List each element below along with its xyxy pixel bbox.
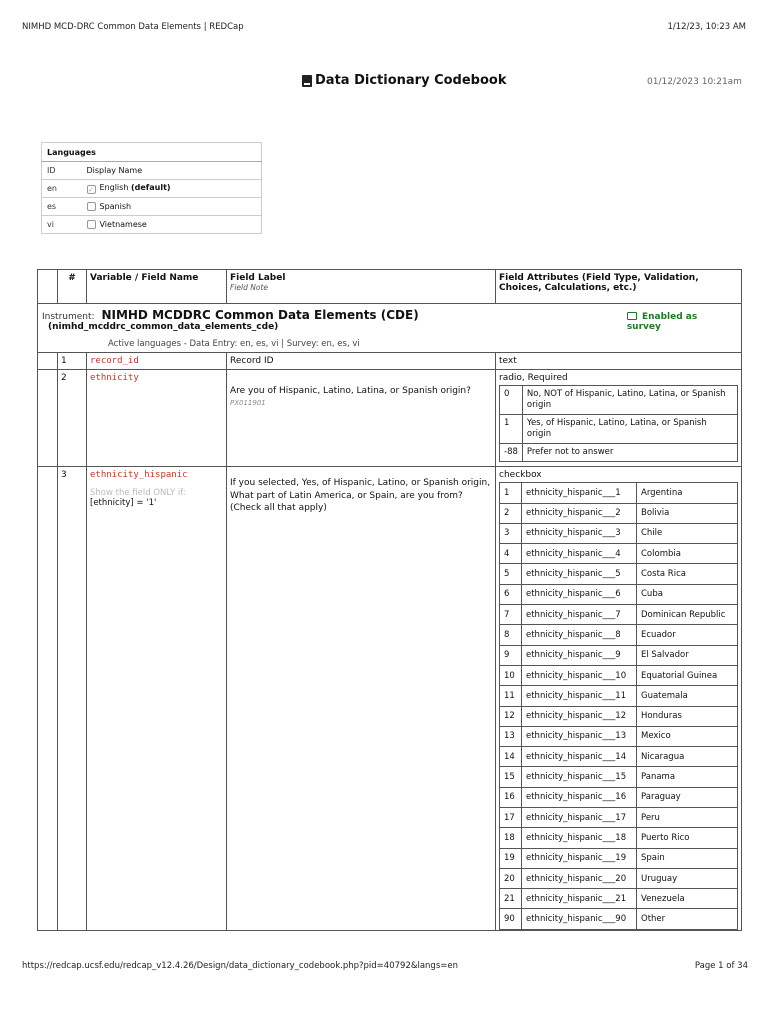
checkbox-code: 3 bbox=[500, 523, 522, 543]
row-spacer bbox=[38, 353, 58, 370]
checkbox-row bbox=[500, 848, 738, 868]
checkbox-variable: ethnicity_hispanic___11 bbox=[522, 686, 637, 706]
checkbox-row bbox=[500, 828, 738, 848]
checkbox-label: Guatemala bbox=[637, 686, 738, 706]
checkbox-row bbox=[500, 564, 738, 584]
checkbox-icon[interactable]: ✓ bbox=[88, 186, 94, 194]
variable-cell bbox=[87, 353, 227, 370]
survey-badge bbox=[627, 312, 729, 332]
choice-value: -88 bbox=[500, 444, 523, 462]
checkbox-variable: ethnicity_hispanic___9 bbox=[522, 645, 637, 665]
checkbox-label: Chile bbox=[637, 523, 738, 543]
branching-logic: [ethnicity] = '1' bbox=[90, 498, 157, 509]
checkbox-variable: ethnicity_hispanic___12 bbox=[522, 706, 637, 726]
print-footer-page: Page 1 of 34 bbox=[694, 961, 748, 971]
checkbox-code: 16 bbox=[500, 787, 522, 807]
checkbox-variable: ethnicity_hispanic___6 bbox=[522, 584, 637, 604]
row-number: 1 bbox=[58, 353, 87, 370]
header-num: # bbox=[58, 270, 87, 304]
checkbox-code: 20 bbox=[500, 868, 522, 888]
data-dictionary-table bbox=[37, 269, 742, 931]
checkbox-label: Panama bbox=[637, 767, 738, 787]
checkbox-row bbox=[500, 807, 738, 827]
checkbox-variable: ethnicity_hispanic___20 bbox=[522, 868, 637, 888]
instrument-label: Instrument: bbox=[42, 312, 95, 322]
checkbox-code: 21 bbox=[500, 889, 522, 909]
field-note: PX011901 bbox=[230, 399, 266, 407]
checkbox-row bbox=[500, 787, 738, 807]
checkbox-code: 5 bbox=[500, 564, 522, 584]
language-row bbox=[42, 180, 262, 198]
checkbox-row bbox=[500, 625, 738, 645]
variable-cell bbox=[87, 467, 227, 931]
header-variable: Variable / Field Name bbox=[87, 270, 227, 304]
field-label-cell bbox=[227, 370, 496, 467]
checkbox-code: 12 bbox=[500, 706, 522, 726]
checkbox-code: 4 bbox=[500, 544, 522, 564]
header-attributes: Field Attributes (Field Type, Validation, Choices, Calculations, etc.) bbox=[496, 270, 742, 304]
checkbox-label: Spain bbox=[637, 848, 738, 868]
choice-value: 1 bbox=[500, 415, 523, 444]
language-row bbox=[42, 198, 262, 216]
choice-label: Prefer not to answer bbox=[522, 444, 737, 462]
checkbox-label: Equatorial Guinea bbox=[637, 665, 738, 685]
checkbox-variable: ethnicity_hispanic___19 bbox=[522, 848, 637, 868]
checkbox-label: Nicaragua bbox=[637, 747, 738, 767]
book-icon bbox=[302, 75, 312, 87]
checkbox-code: 13 bbox=[500, 726, 522, 746]
print-footer bbox=[22, 961, 748, 971]
instrument-name: NIMHD MCDDRC Common Data Elements (CDE) bbox=[101, 308, 419, 322]
field-label: If you selected, Yes, of Hispanic, Latino, or Spanish origin, What part of Latin America, or Spain, are you from? (Check all that apply) bbox=[230, 478, 491, 514]
checkbox-label: Uruguay bbox=[637, 868, 738, 888]
choice-row bbox=[500, 444, 738, 462]
field-label-cell bbox=[227, 467, 496, 931]
checkbox-row bbox=[500, 889, 738, 909]
page-title-text: Data Dictionary Codebook bbox=[315, 73, 507, 88]
checkbox-table bbox=[499, 482, 738, 930]
checkbox-row bbox=[500, 605, 738, 625]
language-name: Vietnamese bbox=[99, 220, 147, 229]
header-field-label bbox=[227, 270, 496, 304]
title-row bbox=[0, 73, 770, 93]
checkbox-label: El Salvador bbox=[637, 645, 738, 665]
languages-table bbox=[41, 142, 262, 234]
checkbox-label: Peru bbox=[637, 807, 738, 827]
checkbox-variable: ethnicity_hispanic___13 bbox=[522, 726, 637, 746]
codebook-date: 01/12/2023 10:21am bbox=[647, 77, 742, 87]
field-attributes: text bbox=[496, 353, 742, 370]
variable-name[interactable]: ethnicity_hispanic bbox=[90, 470, 188, 481]
checkbox-code: 10 bbox=[500, 665, 522, 685]
checkbox-code: 7 bbox=[500, 605, 522, 625]
checkbox-variable: ethnicity_hispanic___4 bbox=[522, 544, 637, 564]
table-row bbox=[38, 370, 742, 467]
checkbox-label: Costa Rica bbox=[637, 564, 738, 584]
checkbox-code: 19 bbox=[500, 848, 522, 868]
choice-label: Yes, of Hispanic, Latino, Latina, or Spanish origin bbox=[522, 415, 737, 444]
survey-icon bbox=[627, 312, 637, 320]
checkbox-label: Honduras bbox=[637, 706, 738, 726]
field-label: Are you of Hispanic, Latino, Latina, or Spanish origin? bbox=[230, 386, 471, 396]
checkbox-variable: ethnicity_hispanic___18 bbox=[522, 828, 637, 848]
language-name-cell bbox=[82, 180, 262, 198]
survey-badge-text: Enabled as survey bbox=[626, 312, 698, 332]
print-header-title: NIMHD MCD-DRC Common Data Elements | REDCap bbox=[22, 22, 244, 32]
checkbox-variable: ethnicity_hispanic___1 bbox=[522, 483, 637, 503]
language-name-cell bbox=[82, 216, 262, 234]
checkbox-row bbox=[500, 584, 738, 604]
checkbox-code: 18 bbox=[500, 828, 522, 848]
checkbox-label: Ecuador bbox=[637, 625, 738, 645]
choice-value: 0 bbox=[500, 386, 523, 415]
languages-title: Languages bbox=[42, 143, 262, 162]
row-spacer bbox=[38, 467, 58, 931]
language-default: (default) bbox=[130, 183, 171, 192]
checkbox-row bbox=[500, 645, 738, 665]
print-header bbox=[22, 22, 746, 32]
checkbox-variable: ethnicity_hispanic___10 bbox=[522, 665, 637, 685]
checkbox-variable: ethnicity_hispanic___8 bbox=[522, 625, 637, 645]
choices-table bbox=[499, 385, 738, 462]
checkbox-row bbox=[500, 747, 738, 767]
checkbox-label: Mexico bbox=[637, 726, 738, 746]
row-spacer bbox=[38, 370, 58, 467]
checkbox-variable: ethnicity_hispanic___21 bbox=[522, 889, 637, 909]
checkbox-row bbox=[500, 665, 738, 685]
variable-cell bbox=[87, 370, 227, 467]
checkbox-code: 6 bbox=[500, 584, 522, 604]
choice-label: No, NOT of Hispanic, Latino, Latina, or Spanish origin bbox=[522, 386, 737, 415]
choice-row bbox=[500, 415, 738, 444]
print-header-datetime: 1/12/23, 10:23 AM bbox=[667, 22, 746, 32]
checkbox-label: Argentina bbox=[637, 483, 738, 503]
language-id: vi bbox=[42, 216, 82, 234]
language-name: Spanish bbox=[99, 202, 132, 211]
checkbox-variable: ethnicity_hispanic___16 bbox=[522, 787, 637, 807]
language-row bbox=[42, 216, 262, 234]
field-type: radio, Required bbox=[499, 373, 568, 383]
checkbox-code: 8 bbox=[500, 625, 522, 645]
checkbox-label: Bolivia bbox=[637, 503, 738, 523]
checkbox-label: Colombia bbox=[637, 544, 738, 564]
checkbox-code: 1 bbox=[500, 483, 522, 503]
checkbox-row bbox=[500, 726, 738, 746]
field-attributes bbox=[496, 467, 742, 931]
checkbox-code: 17 bbox=[500, 807, 522, 827]
checkbox-label: Dominican Republic bbox=[637, 605, 738, 625]
checkbox-variable: ethnicity_hispanic___2 bbox=[522, 503, 637, 523]
header-field-label-text: Field Label bbox=[230, 273, 286, 283]
checkbox-code: 2 bbox=[500, 503, 522, 523]
checkbox-code: 9 bbox=[500, 645, 522, 665]
field-type: checkbox bbox=[499, 470, 542, 481]
checkbox-variable: ethnicity_hispanic___15 bbox=[522, 767, 637, 787]
checkbox-row bbox=[500, 686, 738, 706]
checkbox-row bbox=[500, 544, 738, 564]
checkbox-icon[interactable] bbox=[87, 220, 96, 229]
checkbox-label: Puerto Rico bbox=[637, 828, 738, 848]
field-label: Record ID bbox=[227, 353, 496, 370]
language-name-cell bbox=[82, 198, 262, 216]
table-row bbox=[38, 467, 742, 931]
checkbox-label: Cuba bbox=[637, 584, 738, 604]
instrument-form-name: (nimhd_mcddrc_common_data_elements_cde) bbox=[48, 322, 279, 332]
language-name: English bbox=[99, 183, 129, 192]
checkbox-row bbox=[500, 868, 738, 888]
active-languages: Active languages - Data Entry: en, es, vi | Survey: en, es, vi bbox=[108, 339, 360, 349]
checkbox-row bbox=[500, 503, 738, 523]
variable-name[interactable]: ethnicity bbox=[90, 373, 139, 383]
header-field-note: Field Note bbox=[230, 283, 268, 292]
page-title bbox=[302, 73, 506, 88]
checkbox-variable: ethnicity_hispanic___5 bbox=[522, 564, 637, 584]
checkbox-label: Venezuela bbox=[637, 889, 738, 909]
checkbox-row bbox=[500, 909, 738, 929]
checkbox-row bbox=[500, 523, 738, 543]
checkbox-variable: ethnicity_hispanic___17 bbox=[522, 807, 637, 827]
table-row bbox=[38, 353, 742, 370]
row-number: 2 bbox=[58, 370, 87, 467]
languages-col-name: Display Name bbox=[82, 162, 262, 180]
instrument-row bbox=[38, 304, 742, 353]
variable-name[interactable]: record_id bbox=[90, 356, 139, 366]
checkbox-row bbox=[500, 767, 738, 787]
checkbox-code: 15 bbox=[500, 767, 522, 787]
checkbox-row bbox=[500, 483, 738, 503]
branching-label: Show the field ONLY if: bbox=[90, 488, 186, 499]
checkbox-code: 14 bbox=[500, 747, 522, 767]
checkbox-label: Paraguay bbox=[637, 787, 738, 807]
print-footer-url: https://redcap.ucsf.edu/redcap_v12.4.26/Design/data_dictionary_codebook.php?pid=40792&langs=en bbox=[22, 961, 458, 971]
checkbox-variable: ethnicity_hispanic___7 bbox=[522, 605, 637, 625]
checkbox-code: 90 bbox=[500, 909, 522, 929]
language-id: es bbox=[42, 198, 82, 216]
checkbox-icon[interactable] bbox=[87, 202, 96, 211]
checkbox-row bbox=[500, 706, 738, 726]
checkbox-variable: ethnicity_hispanic___14 bbox=[522, 747, 637, 767]
checkbox-code: 11 bbox=[500, 686, 522, 706]
languages-col-id: ID bbox=[42, 162, 82, 180]
row-number: 3 bbox=[58, 467, 87, 931]
checkbox-variable: ethnicity_hispanic___90 bbox=[522, 909, 637, 929]
header-spacer bbox=[38, 270, 58, 304]
choice-row bbox=[500, 386, 738, 415]
field-attributes bbox=[496, 370, 742, 467]
checkbox-label: Other bbox=[637, 909, 738, 929]
language-id: en bbox=[42, 180, 82, 198]
checkbox-variable: ethnicity_hispanic___3 bbox=[522, 523, 637, 543]
